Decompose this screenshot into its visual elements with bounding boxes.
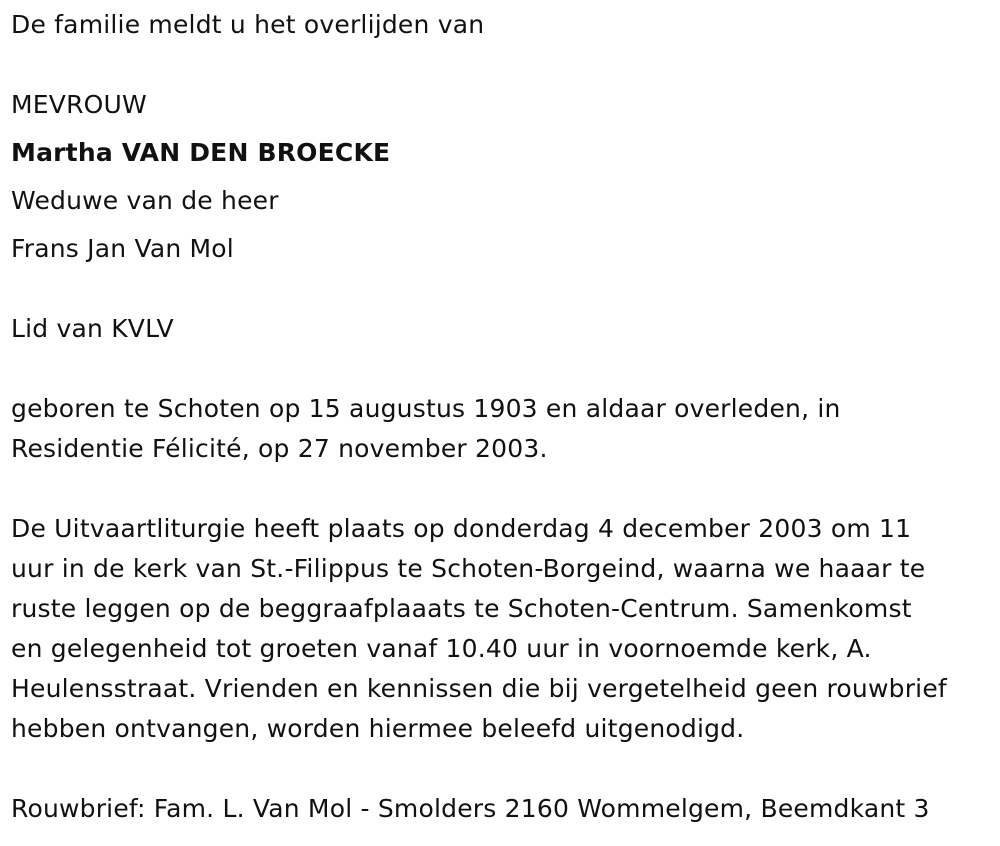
birth-death-line-1: geboren te Schoten op 15 augustus 1903 en aldaar overleden, in xyxy=(11,394,841,423)
funeral-line-2: uur in de kerk van St.-Filippus te Schoten-Borgeind, waarna we haaar te xyxy=(11,554,926,583)
deceased-name: Martha VAN DEN BROECKE xyxy=(11,138,391,167)
address-text: Rouwbrief: Fam. L. Van Mol - Smolders 2160 Wommelgem, Beemdkant 3 xyxy=(11,794,930,823)
funeral-line-1: De Uitvaartliturgie heeft plaats op donderdag 4 december 2003 om 11 xyxy=(11,514,912,543)
membership-text: Lid van KVLV xyxy=(11,314,174,343)
funeral-line-4: en gelegenheid tot groeten vanaf 10.40 uur in voornoemde kerk, A. xyxy=(11,634,872,663)
intro-text: De familie meldt u het overlijden van xyxy=(11,10,485,39)
funeral-line-3: ruste leggen op de beggraafplaaats te Schoten-Centrum. Samenkomst xyxy=(11,594,912,623)
birth-death-line-2: Residentie Félicité, op 27 november 2003. xyxy=(11,434,548,463)
salutation: MEVROUW xyxy=(11,90,147,119)
funeral-line-5: Heulensstraat. Vrienden en kennissen die bij vergetelheid geen rouwbrief xyxy=(11,674,947,703)
funeral-line-6: hebben ontvangen, worden hiermee beleefd uitgenodigd. xyxy=(11,714,745,743)
relation-line-2: Frans Jan Van Mol xyxy=(11,234,234,263)
relation-line-1: Weduwe van de heer xyxy=(11,186,279,215)
